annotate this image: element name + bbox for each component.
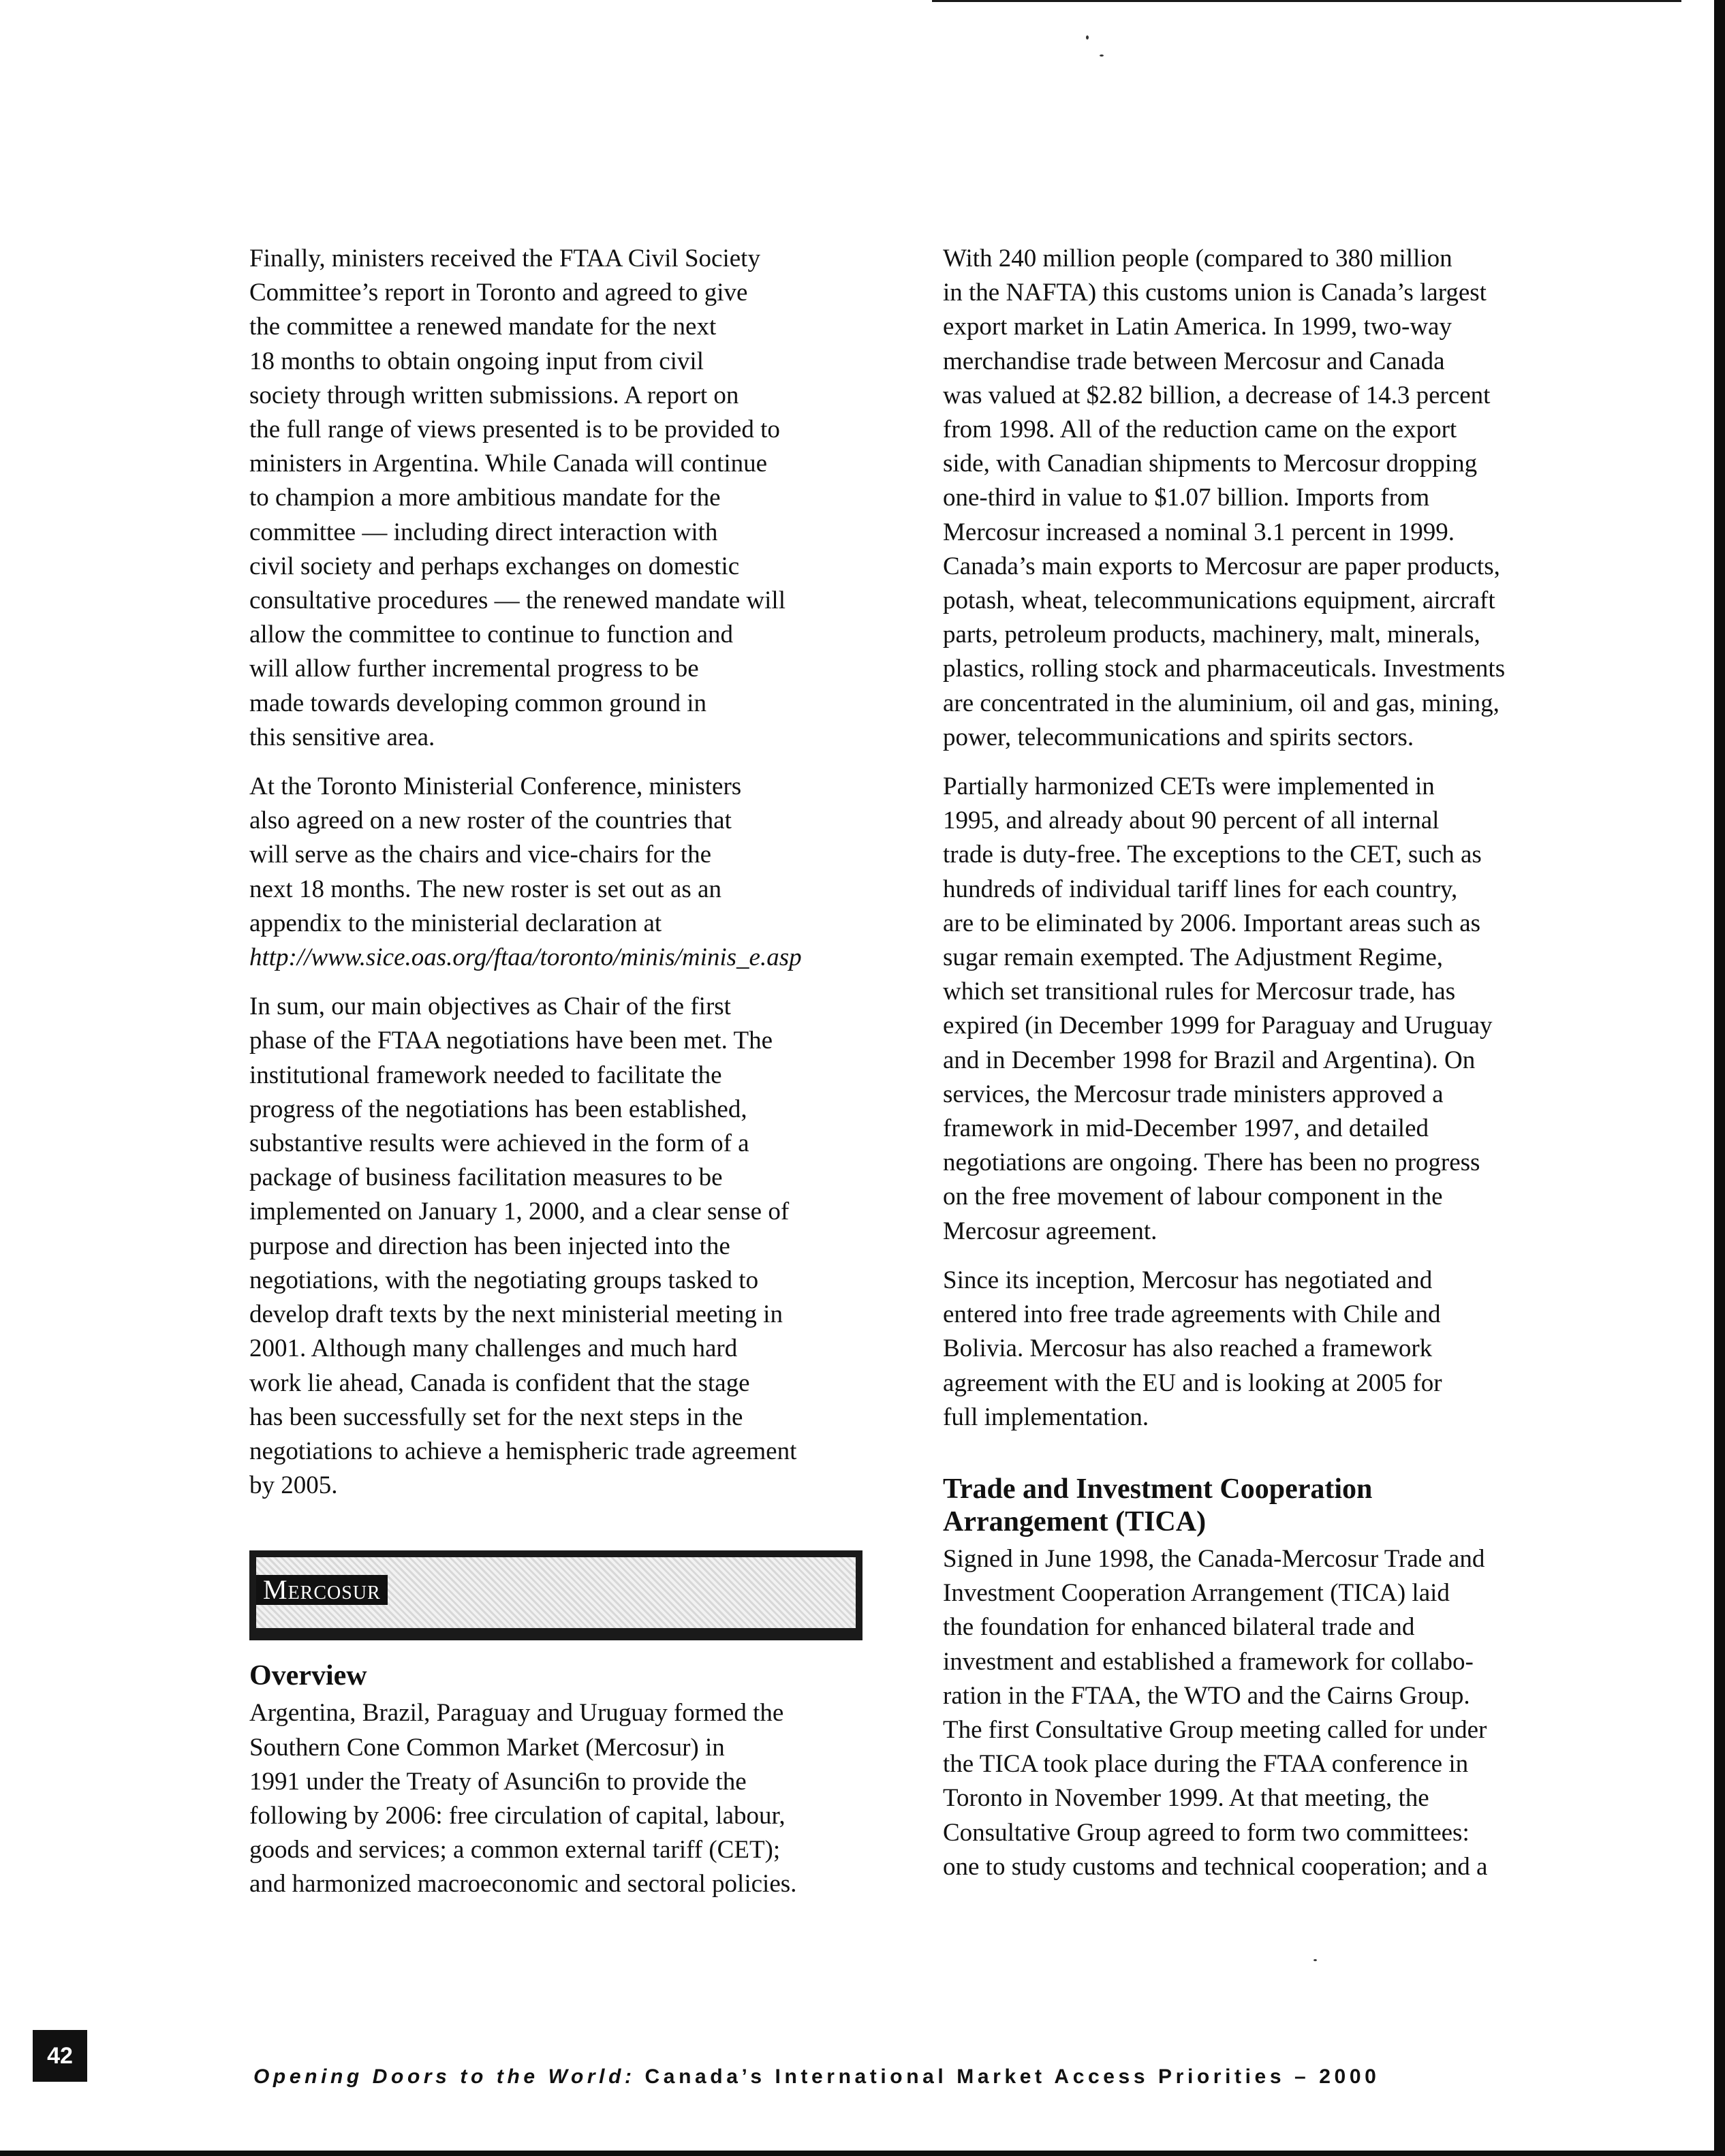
paragraph-civil-society: Finally, ministers received the FTAA Civil Society Committee’s report in Toronto and agreed to give the committee a renewed mandate for the next 18 months to obtain ongoing input from civil society through written submissions. A report on the full range of views presented is to be provided to ministers in Argentina. While Canada will continue to champion a more ambitious mandate for the committee — including direct interaction with civil society and perhaps exchanges on domestic consultative procedures — the renewed mandate will allow the committee to continue to function and will allow further incremental progress to be made towards developing common ground in this sensitive area. xyxy=(249,245,786,751)
overview-heading: Overview xyxy=(249,1660,367,1692)
section-banner-mercosur xyxy=(249,1550,862,1640)
paragraph-toronto-roster: At the Toronto Ministerial Conference, ministers also agreed on a new roster of the countries that will serve as the chairs and vice-chairs for the next 18 months. The new roster is set out as an appendix to the ministerial declaration at xyxy=(249,772,742,937)
left-column xyxy=(249,242,862,1917)
declaration-url[interactable]: http://www.sice.oas.org/ftaa/toronto/minis/minis_e.asp xyxy=(249,943,802,972)
scan-speck xyxy=(1086,35,1089,40)
scan-edge-right xyxy=(1714,0,1725,2156)
paragraph-tica: Signed in June 1998, the Canada-Mercosur Trade and Investment Cooperation Arrangement (TICA) laid the foundation for enhanced bilateral trade and investment and established a framework for collabo- ration in the FTAA, the WTO and the Cairns Group. The first Consultative Group meeting called for under the TICA took place during the FTAA conference in Toronto in November 1999. At that meeting, the Consultative Group agreed to form two committees: one to study customs and technical cooperation; and a xyxy=(943,1544,1488,1881)
scan-speck xyxy=(1100,54,1104,57)
right-column xyxy=(943,242,1556,1899)
tica-heading: Trade and Investment Cooperation Arrangement (TICA) xyxy=(943,1473,1373,1537)
paragraph-free-trade-agreements: Since its inception, Mercosur has negotiated and entered into free trade agreements with Chile and Bolivia. Mercosur has also reached a framework agreement with the EU and is looking at 2005 for full implementation. xyxy=(943,1266,1442,1431)
paragraph-overview: Argentina, Brazil, Paraguay and Uruguay formed the Southern Cone Common Market (Mercosur) in 1991 under the Treaty of Asunci6n to provide the following by 2006: free circulation of capital, labour, goods and services; a common external tariff (CET); and harmonized macroeconomic and sectoral policies. xyxy=(249,1699,797,1899)
paragraph-cets: Partially harmonized CETs were implemented in 1995, and already about 90 percent of all internal trade is duty-free. The exceptions to the CET, such as hundreds of individual tariff lines for each country, are to be eliminated by 2006. Important areas such as sugar remain exempted. The Adjustment Regime, which set transitional rules for Mercosur trade, has expired (in December 1999 for Paraguay and Uruguay and in December 1998 for Brazil and Argentina). On services, the Mercosur trade ministers approved a framework in mid-December 1997, and detailed negotiations are ongoing. There has been no progress on the free movement of labour component in the Mercosur agreement. xyxy=(943,772,1493,1245)
paragraph-summary: In sum, our main objectives as Chair of the first phase of the FTAA negotiations have been met. The institutional framework needed to facilitate the progress of the negotiations has been established, substantive results were achieved in the form of a package of business facilitation measures to be implemented on January 1, 2000, and a clear sense of purpose and direction has been injected into the negotiations, with the negotiating groups tasked to develop draft texts by the next ministerial meeting in 2001. Although many challenges and much hard work lie ahead, Canada is confident that the stage has been successfully set for the next steps in the negotiations to achieve a hemispheric trade agreement by 2005. xyxy=(249,993,797,1500)
paragraph-trade-figures: With 240 million people (compared to 380 million in the NAFTA) this customs union is Canada’s largest export market in Latin America. In 1999, two-way merchandise trade between Mercosur and Canada was valued at $2.82 billion, a decrease of 14.3 percent from 1998. All of the reduction came on the export side, with Canadian shipments to Mercosur dropping one-third in value to $1.07 billion. Imports from Mercosur increased a nominal 3.1 percent in 1999. Canada’s main exports to Mercosur are paper products, potash, wheat, telecommunications equipment, aircraft parts, petroleum products, machinery, malt, minerals, plastics, rolling stock and pharmaceuticals. Investments are concentrated in the aluminium, oil and gas, mining, power, telecommunications and spirits sectors. xyxy=(943,245,1506,751)
page-number-badge: 42 xyxy=(33,2030,87,2082)
scan-edge-top xyxy=(932,0,1681,2)
section-banner-label: Mercosur xyxy=(256,1575,388,1605)
running-footer xyxy=(253,2065,1548,2089)
scan-edge-bottom xyxy=(0,2151,1725,2156)
footer-publication-title: Opening Doors to the World: xyxy=(253,2065,636,2088)
scan-speck xyxy=(1314,1959,1317,1961)
footer-subtitle: Canada’s International Market Access Priorities – 2000 xyxy=(644,2065,1380,2088)
